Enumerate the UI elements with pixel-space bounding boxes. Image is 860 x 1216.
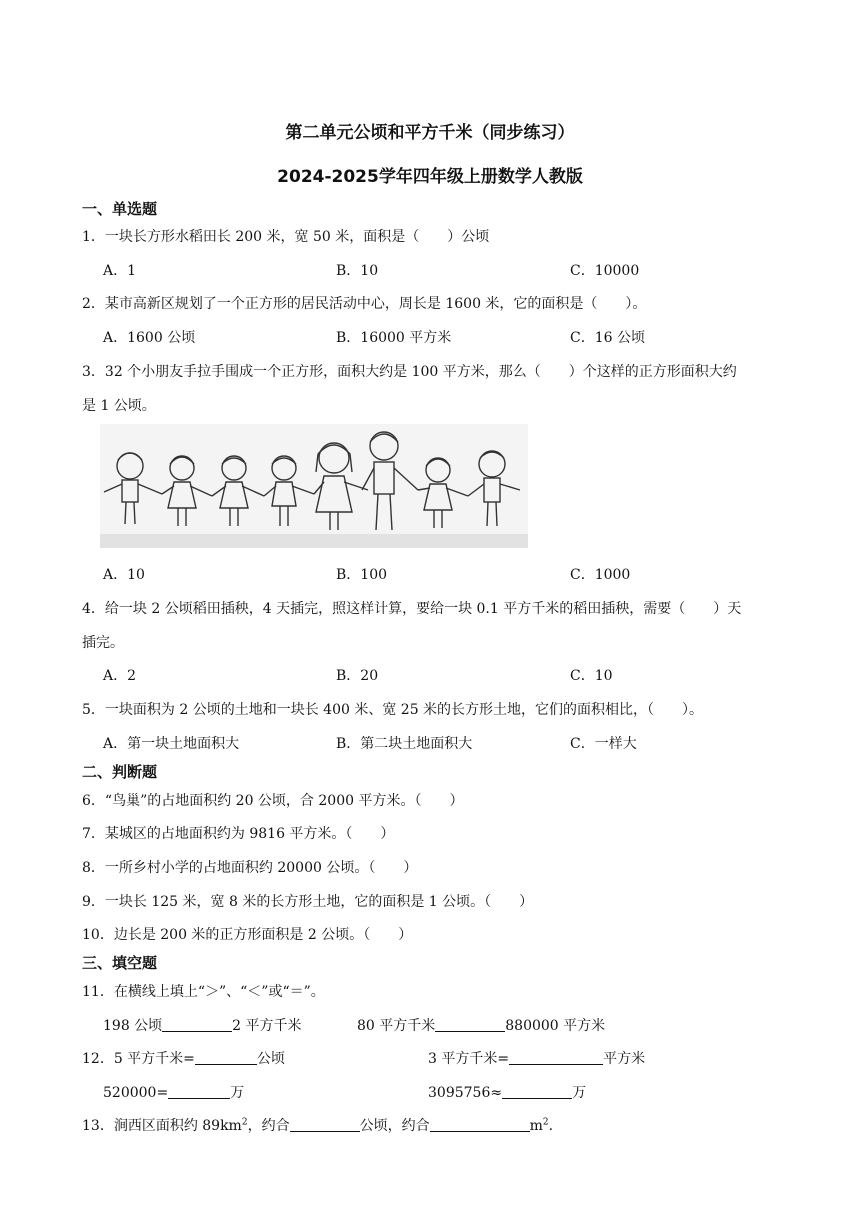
q11b-left: 80 平方千米 (357, 1018, 436, 1034)
question-12-item-b (428, 1048, 645, 1068)
q11a-left: 198 公顷 (103, 1018, 163, 1034)
q13-part5: . (548, 1118, 554, 1134)
q12c-right: 万 (230, 1085, 245, 1101)
q13-sup: 2 (241, 1117, 248, 1128)
q12a-left: 5 平方千米= (113, 1051, 195, 1067)
question-7: 7．某城区的占地面积约为 9816 平方米。（ ） (82, 826, 395, 842)
answer-blank[interactable] (195, 1050, 257, 1065)
q12d-right: 万 (572, 1085, 587, 1101)
question-1: 1．一块长方形水稻田长 200 米，宽 50 米，面积是（ ）公顷 (82, 229, 490, 245)
q11b-right: 880000 平方米 (505, 1018, 606, 1034)
question-5: 5．一块面积为 2 公顷的土地和一块长 400 米、宽 25 米的长方形土地，它们的面积相比，（ ）。 (82, 702, 704, 718)
question-11-item-a (103, 1015, 302, 1035)
option-3b[interactable]: B．100 (336, 567, 388, 583)
q12a-right: 公顷 (256, 1051, 285, 1067)
option-1c[interactable]: C．10000 (570, 263, 640, 279)
question-13 (82, 1115, 553, 1135)
question-9: 9．一块长 125 米，宽 8 米的长方形土地，它的面积是 1 公顷。（ ） (82, 894, 534, 910)
page-subtitle: 2024-2025学年四年级上册数学人教版 (277, 167, 583, 187)
answer-blank[interactable] (502, 1084, 572, 1099)
q12b-right: 平方米 (603, 1051, 646, 1067)
q12b-left: 3 平方千米= (428, 1051, 510, 1067)
option-5b[interactable]: B．第二块土地面积大 (336, 736, 473, 752)
q13-part1: 13．涧西区面积约 89km (82, 1118, 242, 1134)
q12c-left: 520000= (103, 1085, 169, 1101)
option-4a[interactable]: A．2 (103, 668, 137, 684)
section-heading-single-choice: 一、单选题 (82, 200, 158, 218)
question-12-item-d (428, 1082, 586, 1102)
option-5a[interactable]: A．第一块土地面积大 (103, 736, 240, 752)
question-4-line-2: 插完。 (82, 635, 124, 651)
option-5c[interactable]: C．一样大 (570, 736, 637, 752)
answer-blank[interactable] (435, 1017, 505, 1032)
option-1a[interactable]: A．1 (103, 263, 137, 279)
answer-blank[interactable] (162, 1017, 232, 1032)
page-title: 第二单元公顷和平方千米（同步练习） (285, 123, 575, 143)
question-6: 6．“鸟巢”的占地面积约 20 公顷，合 2000 平方米。（ ） (82, 793, 464, 809)
question-3-line-1: 3．32 个小朋友手拉手围成一个正方形，面积大约是 100 平方米，那么（ ）个这样的正方形面积大约 (82, 364, 737, 380)
answer-blank[interactable] (168, 1084, 230, 1099)
answer-blank[interactable] (509, 1050, 603, 1065)
question-8: 8．一所乡村小学的占地面积约 20000 公顷。（ ） (82, 860, 418, 876)
question-11-item-b (357, 1015, 605, 1035)
option-1b[interactable]: B．10 (336, 263, 379, 279)
answer-blank[interactable] (290, 1117, 360, 1132)
question-10: 10．边长是 200 米的正方形面积是 2 公顷。（ ） (82, 927, 413, 943)
question-2: 2．某市高新区规划了一个正方形的居民活动中心，周长是 1600 米，它的面积是（ ）。 (82, 296, 647, 312)
option-4b[interactable]: B．20 (336, 668, 379, 684)
question-4-line-1: 4．给一块 2 公顷稻田插秧，4 天插完，照这样计算，要给一块 0.1 平方千米的稻田插秧，需要（ ）天 (82, 601, 742, 617)
option-2b[interactable]: B．16000 平方米 (336, 330, 452, 346)
option-3c[interactable]: C．1000 (570, 567, 631, 583)
question-12-item-c (103, 1082, 244, 1102)
answer-blank[interactable] (430, 1117, 530, 1132)
option-2c[interactable]: C．16 公顷 (570, 330, 645, 346)
question-12-item-a (82, 1048, 285, 1068)
option-3a[interactable]: A．10 (103, 567, 145, 583)
section-heading-fill-in: 三、填空题 (82, 954, 158, 972)
q13-part2: ，约合 (247, 1118, 290, 1134)
q13-part3: 公顷，约合 (359, 1118, 430, 1134)
q11a-right: 2 平方千米 (232, 1018, 302, 1034)
q13-part4: m (529, 1118, 543, 1134)
q13-sup2: 2 (542, 1117, 549, 1128)
option-4c[interactable]: C．10 (570, 668, 613, 684)
q12d-left: 3095756≈ (428, 1085, 503, 1101)
option-2a[interactable]: A．1600 公顷 (103, 330, 196, 346)
q12-label: 12． (82, 1051, 114, 1067)
question-3-line-2: 是 1 公顷。 (82, 398, 156, 414)
question-11: 11．在横线上填上“＞”、“＜”或“＝”。 (82, 984, 325, 1000)
children-holding-hands-illustration (100, 424, 528, 548)
section-heading-true-false: 二、判断题 (82, 763, 158, 781)
